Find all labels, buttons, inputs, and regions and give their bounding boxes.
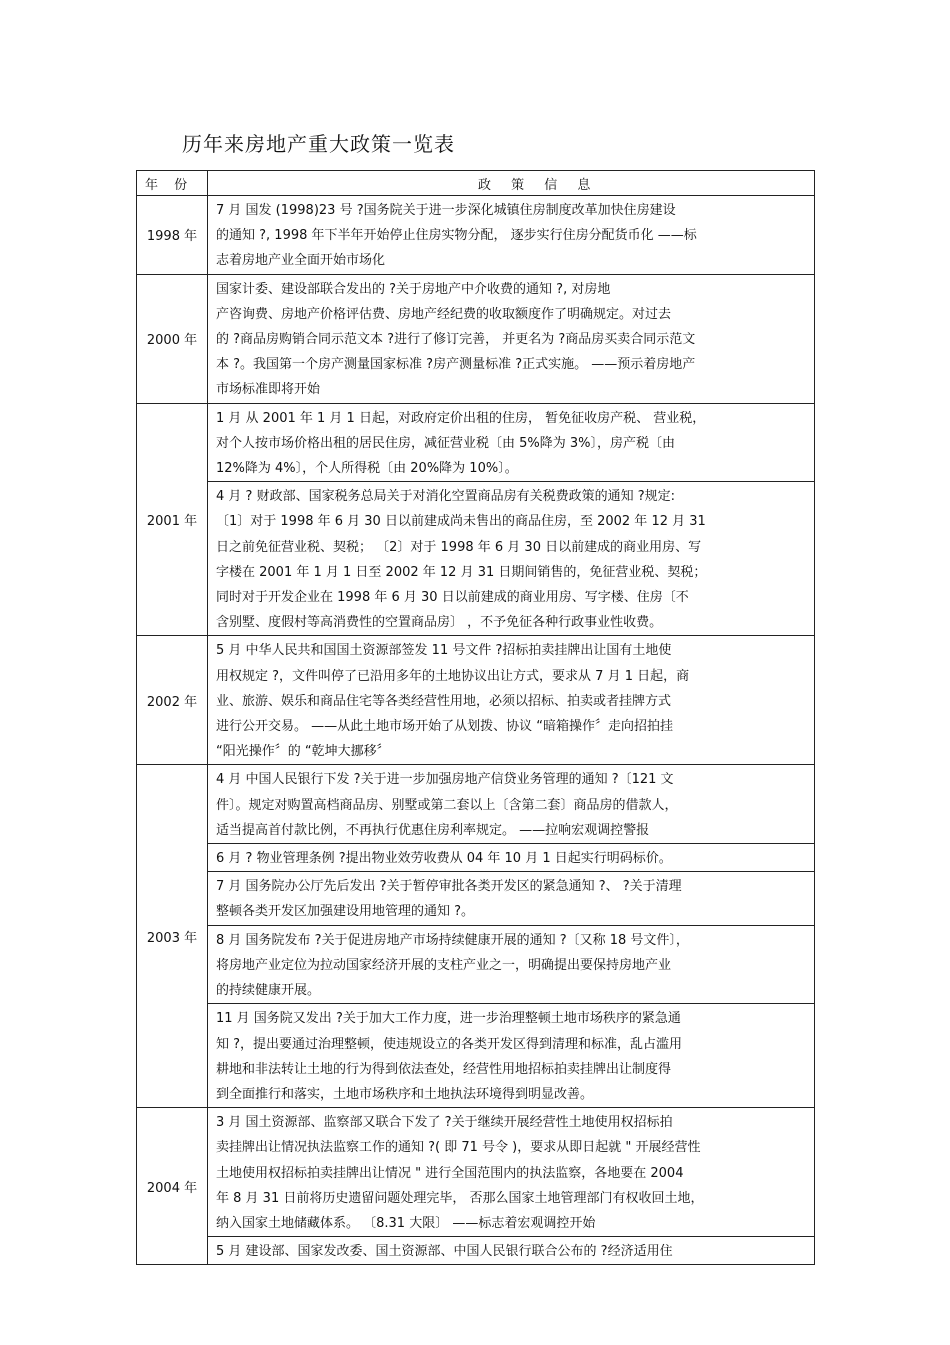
policy-line: 8 月 国务院发布 ?关于促进房地产市场持续健康开展的通知 ?〔又称 18 号文件〕， [216, 932, 689, 948]
policy-entry [208, 765, 815, 844]
policy-entry [208, 1004, 815, 1108]
policy-line: 4 月 ? 财政部、国家税务总局关于对消化空置商品房有关税费政策的通知 ?规定: [216, 489, 675, 505]
year-cell: 2001 年 [137, 403, 208, 636]
table-row [137, 872, 815, 925]
policy-line: 用权规定 ?，文件叫停了已沿用多年的土地协议出让方式，要求从 7 月 1 日起，商 [216, 668, 690, 684]
table-row [137, 636, 815, 765]
policy-line: 土地使用权招标拍卖挂牌出让情况 " 进行全国范围内的执法监察，各地要在 2004 [216, 1165, 684, 1181]
table-row [137, 1004, 815, 1108]
policy-line: 国家计委、建设部联合发出的 ?关于房地产中介收费的通知 ?, 对房地 [216, 281, 611, 297]
policy-table [136, 170, 815, 1265]
policy-line: 对个人按市场价格出租的居民住房，减征营业税〔由 5%降为 3%〕，房产税〔由 [216, 435, 676, 451]
table-body [137, 196, 815, 1265]
policy-entry [208, 844, 815, 872]
policy-entry [208, 274, 815, 403]
year-cell: 2004 年 [137, 1108, 208, 1265]
policy-entry [208, 872, 815, 925]
policy-entry [208, 925, 815, 1004]
policy-line: “阳光操作〞的 “乾坤大挪移〞 [216, 744, 390, 760]
table-row [137, 274, 815, 403]
policy-entry [208, 1108, 815, 1237]
year-cell: 2003 年 [137, 765, 208, 1108]
policy-line: 适当提高首付款比例，不再执行优惠住房利率规定。 ——拉响宏观调控警报 [216, 822, 650, 838]
table-row [137, 482, 815, 636]
table-row [137, 765, 815, 844]
table-row [137, 1237, 815, 1265]
policy-line: 3 月 国土资源部、监察部又联合下发了 ?关于继续开展经营性土地使用权招标拍 [216, 1115, 673, 1131]
policy-line: 同时对于开发企业在 1998 年 6 月 30 日以前建成的商业用房、写字楼、住房〔不 [216, 590, 689, 606]
table-row [137, 925, 815, 1004]
policy-line: 进行公开交易。 ——从此土地市场开始了从划拨、协议 “暗箱操作〞走向招拍挂 [216, 719, 673, 735]
policy-line: 知 ?，提出要通过治理整顿，使违规设立的各类开发区得到清理和标准，乱占滥用 [216, 1036, 683, 1052]
policy-line: 将房地产业定位为拉动国家经济开展的支柱产业之一，明确提出要保持房地产业 [216, 957, 672, 973]
policy-entry [208, 482, 815, 636]
year-cell: 2000 年 [137, 274, 208, 403]
policy-line: 市场标准即将开始 [216, 382, 321, 398]
policy-line: 12%降为 4%〕，个人所得税〔由 20%降为 10%〕。 [216, 461, 518, 477]
header-year: 年 份 [137, 171, 208, 196]
year-cell: 1998 年 [137, 196, 208, 275]
table-header-row [137, 171, 815, 196]
policy-line: 1 月 从 2001 年 1 月 1 日起，对政府定价出租的住房， 暂免征收房产税、 营业税， [216, 410, 706, 426]
policy-line: 整顿各类开发区加强建设用地管理的通知 ?。 [216, 904, 475, 920]
table-row [137, 196, 815, 275]
policy-line: 7 月 国务院办公厅先后发出 ?关于暂停审批各类开发区的紧急通知 ?、 ?关于清理 [216, 879, 682, 895]
policy-entry [208, 636, 815, 765]
table-row [137, 844, 815, 872]
policy-line: 7 月 国发 (1998)23 号 ?国务院关于进一步深化城镇住房制度改革加快住房建设 [216, 203, 676, 218]
policy-line: 的 ?商品房购销合同示范文本 ?进行了修订完善， 并更名为 ?商品房买卖合同示范文 [216, 332, 696, 348]
policy-line: 卖挂牌出让情况执法监察工作的通知 ?( 即 71 号令 )，要求从即日起就 " 开展经营性 [216, 1140, 701, 1156]
policy-line: 志着房地产业全面开始市场化 [216, 253, 386, 269]
policy-line: 耕地和非法转让土地的行为得到依法查处，经营性用地招标拍卖挂牌出让制度得 [216, 1061, 672, 1077]
policy-entry [208, 1237, 815, 1265]
policy-line: 业、旅游、娱乐和商品住宅等各类经营性用地，必须以招标、拍卖或者挂牌方式 [216, 693, 672, 709]
policy-entry [208, 403, 815, 482]
policy-line: 本 ?。我国第一个房产测量国家标准 ?房产测量标准 ?正式实施。 ——预示着房地产 [216, 357, 696, 373]
policy-line: 到全面推行和落实，土地市场秩序和土地执法环境得到明显改善。 [216, 1086, 594, 1102]
policy-line: 6 月 ? 物业管理条例 ?提出物业效劳收费从 04 年 10 月 1 日起实行明码标价。 [216, 851, 672, 867]
policy-line: 年 8 月 31 日前将历史遗留问题处理完毕， 否那么国家土地管理部门有权收回土地， [216, 1190, 704, 1206]
policy-line: 11 月 国务院又发出 ?关于加大工作力度，进一步治理整顿土地市场秩序的紧急通 [216, 1011, 681, 1027]
policy-entry [208, 196, 815, 275]
policy-line: 件〕。规定对购置高档商品房、别墅或第二套以上〔含第二套〕商品房的借款人， [216, 797, 678, 813]
year-cell: 2002 年 [137, 636, 208, 765]
policy-line: 产咨询费、房地产价格评估费、房地产经纪费的收取额度作了明确规定。对过去 [216, 306, 672, 322]
policy-line: 5 月 建设部、国家发改委、国土资源部、中国人民银行联合公布的 ?经济适用住 [216, 1244, 673, 1260]
table-row [137, 403, 815, 482]
policy-line: 4 月 中国人民银行下发 ?关于进一步加强房地产信贷业务管理的通知 ?〔121 文 [216, 772, 674, 788]
document-title: 历年来房地产重大政策一览表 [182, 132, 455, 156]
policy-line: 纳入国家土地储藏体系。 〔8.31 大限〕 ——标志着宏观调控开始 [216, 1215, 596, 1231]
policy-line: 的通知 ?, 1998 年下半年开始停止住房实物分配， 逐步实行住房分配货币化 ——标 [216, 228, 697, 244]
header-policy-info: 政 策 信 息 [208, 171, 815, 196]
policy-line: 的持续健康开展。 [216, 983, 321, 999]
policy-line: 含别墅、度假村等高消费性的空置商品房〕 ，不予免征各种行政事业性收费。 [216, 615, 663, 631]
policy-line: 字楼在 2001 年 1 月 1 日至 2002 年 12 月 31 日期间销售的，免征营业税、契税； [216, 564, 707, 580]
policy-line: 〔1〕对于 1998 年 6 月 30 日以前建成尚未售出的商品住房，至 2002 年 12 月 31 [216, 514, 706, 530]
policy-line: 5 月 中华人民共和国国土资源部签发 11 号文件 ?招标拍卖挂牌出让国有土地使 [216, 643, 672, 659]
policy-line: 日之前免征营业税、契税； 〔2〕对于 1998 年 6 月 30 日以前建成的商业用房、写 [216, 539, 702, 555]
table-row [137, 1108, 815, 1237]
